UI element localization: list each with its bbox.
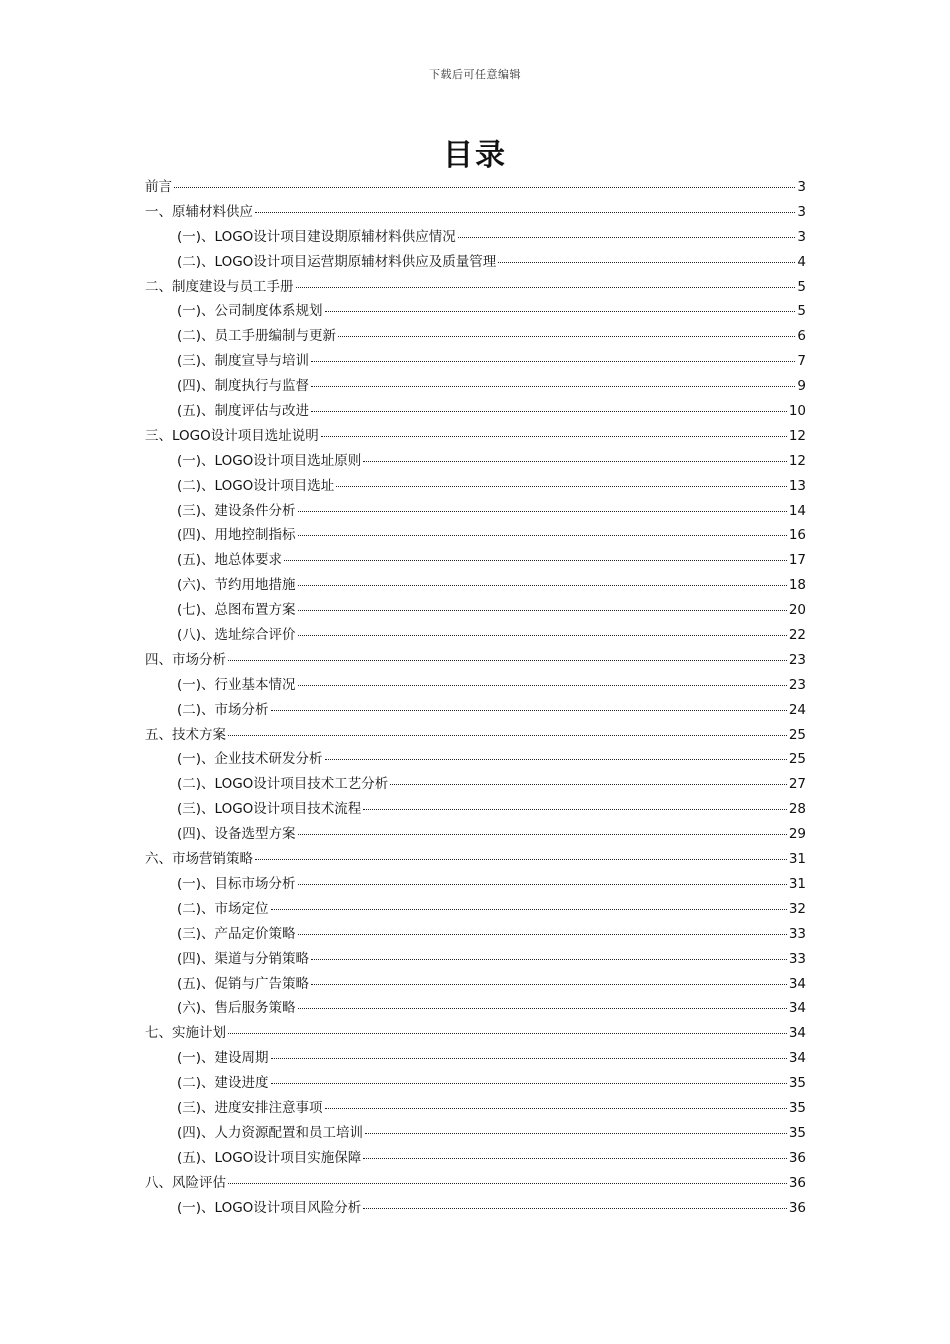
toc-entry-label: 七、实施计划: [145, 1025, 226, 1042]
toc-entry-label: (二)、LOGO设计项目技术工艺分析: [177, 776, 389, 793]
toc-entry-label: 六、市场营销策略: [145, 851, 253, 868]
toc-leader-dots: [321, 435, 787, 437]
toc-leader-dots: [311, 385, 795, 387]
toc-leader-dots: [311, 958, 787, 960]
toc-entry-label: (六)、售后服务策略: [177, 1000, 296, 1017]
toc-entry-page-number: 4: [797, 253, 806, 270]
toc-entry-page-number: 34: [788, 1000, 806, 1017]
toc-leader-dots: [363, 1157, 787, 1159]
toc-entry[interactable]: [145, 623, 806, 648]
toc-entry-label: (二)、LOGO设计项目选址: [177, 477, 335, 494]
toc-entry-page-number: 31: [788, 875, 806, 892]
toc-entry[interactable]: [145, 747, 806, 772]
toc-entry[interactable]: [145, 1171, 806, 1196]
toc-entry-page-number: 16: [788, 527, 806, 544]
toc-entry-label: (一)、LOGO设计项目风险分析: [177, 1199, 362, 1216]
toc-leader-dots: [296, 286, 796, 288]
toc-leader-dots: [298, 534, 787, 536]
header-note: 下载后可任意编辑: [429, 68, 521, 81]
toc-entry-page-number: 25: [788, 726, 806, 743]
toc-entry-page-number: 12: [788, 427, 806, 444]
toc-leader-dots: [298, 1007, 787, 1009]
toc-entry[interactable]: [145, 424, 806, 449]
toc-entry-page-number: 12: [788, 452, 806, 469]
toc-entry[interactable]: [145, 822, 806, 847]
toc-entry[interactable]: [145, 897, 806, 922]
toc-entry-label: (三)、进度安排注意事项: [177, 1099, 323, 1116]
toc-entry-label: 一、原辅材料供应: [145, 203, 253, 220]
toc-entry[interactable]: [145, 324, 806, 349]
toc-entry-page-number: 29: [788, 826, 806, 843]
toc-leader-dots: [311, 983, 787, 985]
toc-leader-dots: [458, 236, 796, 238]
toc-entry-label: (三)、产品定价策略: [177, 925, 296, 942]
toc-leader-dots: [498, 261, 795, 263]
toc-entry[interactable]: [145, 349, 806, 374]
toc-leader-dots: [325, 758, 787, 760]
toc-entry-label: 三、LOGO设计项目选址说明: [145, 427, 319, 444]
toc-entry[interactable]: [145, 1121, 806, 1146]
toc-leader-dots: [298, 634, 787, 636]
toc-entry[interactable]: [145, 698, 806, 723]
toc-leader-dots: [336, 485, 787, 487]
toc-entry-page-number: 27: [788, 776, 806, 793]
toc-entry[interactable]: [145, 797, 806, 822]
toc-entry-label: (二)、建设进度: [177, 1075, 269, 1092]
toc-entry-label: (一)、LOGO设计项目选址原则: [177, 452, 362, 469]
toc-entry[interactable]: [145, 573, 806, 598]
toc-entry-page-number: 17: [788, 552, 806, 569]
toc-entry-page-number: 5: [797, 303, 806, 320]
toc-entry-page-number: 10: [788, 403, 806, 420]
toc-entry[interactable]: [145, 1146, 806, 1171]
toc-leader-dots: [174, 186, 795, 188]
toc-entry-label: (四)、渠道与分销策略: [177, 950, 310, 967]
toc-leader-dots: [228, 1032, 787, 1034]
toc-leader-dots: [298, 684, 787, 686]
toc-leader-dots: [298, 584, 787, 586]
toc-entry[interactable]: [145, 374, 806, 399]
toc-entry[interactable]: [145, 1196, 806, 1221]
toc-entry[interactable]: [145, 275, 806, 300]
toc-entry-page-number: 3: [797, 228, 806, 245]
toc-entry-label: 四、市场分析: [145, 651, 226, 668]
toc-entry-label: (六)、节约用地措施: [177, 577, 296, 594]
toc-entry-label: (四)、制度执行与监督: [177, 378, 310, 395]
toc-entry-page-number: 34: [788, 1050, 806, 1067]
toc-entry-page-number: 23: [788, 676, 806, 693]
toc-entry-page-number: 9: [797, 378, 806, 395]
toc-entry-label: (一)、公司制度体系规划: [177, 303, 323, 320]
toc-leader-dots: [311, 410, 787, 412]
toc-entry[interactable]: [145, 772, 806, 797]
toc-entry[interactable]: [145, 250, 806, 275]
toc-leader-dots: [363, 460, 787, 462]
toc-entry-label: 五、技术方案: [145, 726, 226, 743]
toc-leader-dots: [228, 734, 787, 736]
toc-entry-page-number: 32: [788, 900, 806, 917]
toc-entry-page-number: 13: [788, 477, 806, 494]
toc-leader-dots: [363, 1207, 787, 1209]
toc-entry-page-number: 33: [788, 925, 806, 942]
toc-leader-dots: [228, 1182, 787, 1184]
toc-entry-page-number: 24: [788, 701, 806, 718]
toc-entry[interactable]: [145, 1071, 806, 1096]
toc-entry-label: (二)、员工手册编制与更新: [177, 328, 337, 345]
toc-entry-label: (四)、人力资源配置和员工培训: [177, 1124, 364, 1141]
toc-entry-page-number: 22: [788, 627, 806, 644]
toc-entry-page-number: 14: [788, 502, 806, 519]
toc-entry[interactable]: [145, 200, 806, 225]
toc-entry-label: (一)、企业技术研发分析: [177, 751, 323, 768]
toc-entry-label: (五)、LOGO设计项目实施保障: [177, 1149, 362, 1166]
toc-entry-label: (五)、制度评估与改进: [177, 403, 310, 420]
toc-entry[interactable]: [145, 922, 806, 947]
toc-entry[interactable]: [145, 723, 806, 748]
toc-leader-dots: [255, 858, 787, 860]
toc-leader-dots: [365, 1132, 787, 1134]
toc-leader-dots: [271, 1057, 787, 1059]
toc-entry-page-number: 35: [788, 1124, 806, 1141]
toc-entry[interactable]: [145, 1021, 806, 1046]
toc-entry-label: (五)、促销与广告策略: [177, 975, 310, 992]
toc-entry-label: (一)、LOGO设计项目建设期原辅材料供应情况: [177, 228, 456, 245]
toc-leader-dots: [325, 1107, 787, 1109]
toc-entry-page-number: 35: [788, 1099, 806, 1116]
toc-leader-dots: [298, 609, 787, 611]
toc-entry-label: (八)、选址综合评价: [177, 627, 296, 644]
toc-entry-page-number: 20: [788, 602, 806, 619]
toc-entry-page-number: 25: [788, 751, 806, 768]
toc-entry-page-number: 36: [788, 1149, 806, 1166]
toc-entry[interactable]: [145, 1096, 806, 1121]
toc-leader-dots: [271, 1082, 787, 1084]
toc-entry-label: (二)、LOGO设计项目运营期原辅材料供应及质量管理: [177, 253, 497, 270]
toc-entry[interactable]: [145, 499, 806, 524]
toc-entry[interactable]: [145, 648, 806, 673]
toc-entry-page-number: 5: [797, 278, 806, 295]
toc-leader-dots: [298, 883, 787, 885]
toc-entry-label: (七)、总图布置方案: [177, 602, 296, 619]
toc-entry[interactable]: [145, 1046, 806, 1071]
toc-entry-page-number: 28: [788, 801, 806, 818]
toc-entry[interactable]: [145, 598, 806, 623]
toc-leader-dots: [363, 808, 787, 810]
toc-leader-dots: [390, 783, 787, 785]
toc-entry-page-number: 36: [788, 1199, 806, 1216]
toc-entry-page-number: 34: [788, 1025, 806, 1042]
toc-leader-dots: [298, 933, 787, 935]
toc-entry-label: (四)、用地控制指标: [177, 527, 296, 544]
toc-leader-dots: [298, 833, 787, 835]
toc-entry[interactable]: [145, 673, 806, 698]
toc-entry-page-number: 3: [797, 203, 806, 220]
toc-entry[interactable]: [145, 523, 806, 548]
toc-entry-label: 八、风险评估: [145, 1174, 226, 1191]
toc-entry-label: (三)、制度宣导与培训: [177, 353, 310, 370]
toc-entry-page-number: 7: [797, 353, 806, 370]
toc-entry[interactable]: [145, 972, 806, 997]
toc-entry[interactable]: [145, 474, 806, 499]
table-of-contents: [145, 175, 806, 1220]
toc-entry-label: (一)、建设周期: [177, 1050, 269, 1067]
toc-entry-label: (四)、设备选型方案: [177, 826, 296, 843]
toc-entry-page-number: 23: [788, 651, 806, 668]
toc-entry[interactable]: [145, 548, 806, 573]
toc-leader-dots: [298, 510, 787, 512]
toc-entry-label: 前言: [145, 179, 172, 195]
toc-leader-dots: [271, 709, 787, 711]
toc-entry-page-number: 6: [797, 328, 806, 345]
toc-entry-page-number: 36: [788, 1174, 806, 1191]
toc-entry[interactable]: [145, 449, 806, 474]
toc-entry[interactable]: [145, 299, 806, 324]
toc-leader-dots: [228, 659, 787, 661]
toc-entry-label: (二)、市场分析: [177, 701, 269, 718]
toc-leader-dots: [338, 335, 795, 337]
toc-entry-label: (一)、行业基本情况: [177, 676, 296, 693]
toc-leader-dots: [284, 559, 787, 561]
toc-leader-dots: [325, 310, 796, 312]
toc-entry-label: (一)、目标市场分析: [177, 875, 296, 892]
toc-entry-label: (五)、地总体要求: [177, 552, 283, 569]
toc-entry[interactable]: [145, 872, 806, 897]
toc-leader-dots: [311, 360, 795, 362]
toc-entry-label: (二)、市场定位: [177, 900, 269, 917]
toc-entry-label: (三)、建设条件分析: [177, 502, 296, 519]
toc-entry-page-number: 31: [788, 851, 806, 868]
toc-entry[interactable]: [145, 847, 806, 872]
toc-entry[interactable]: [145, 225, 806, 250]
toc-title: 目录: [443, 138, 507, 173]
toc-entry-page-number: 18: [788, 577, 806, 594]
toc-entry[interactable]: [145, 399, 806, 424]
toc-entry-label: (三)、LOGO设计项目技术流程: [177, 801, 362, 818]
toc-entry-label: 二、制度建设与员工手册: [145, 278, 294, 295]
toc-leader-dots: [271, 908, 787, 910]
toc-entry[interactable]: [145, 175, 806, 200]
toc-entry[interactable]: [145, 947, 806, 972]
toc-entry-page-number: 35: [788, 1075, 806, 1092]
toc-entry-page-number: 3: [797, 179, 806, 195]
toc-entry-page-number: 33: [788, 950, 806, 967]
toc-leader-dots: [255, 211, 795, 213]
toc-entry-page-number: 34: [788, 975, 806, 992]
toc-entry[interactable]: [145, 996, 806, 1021]
